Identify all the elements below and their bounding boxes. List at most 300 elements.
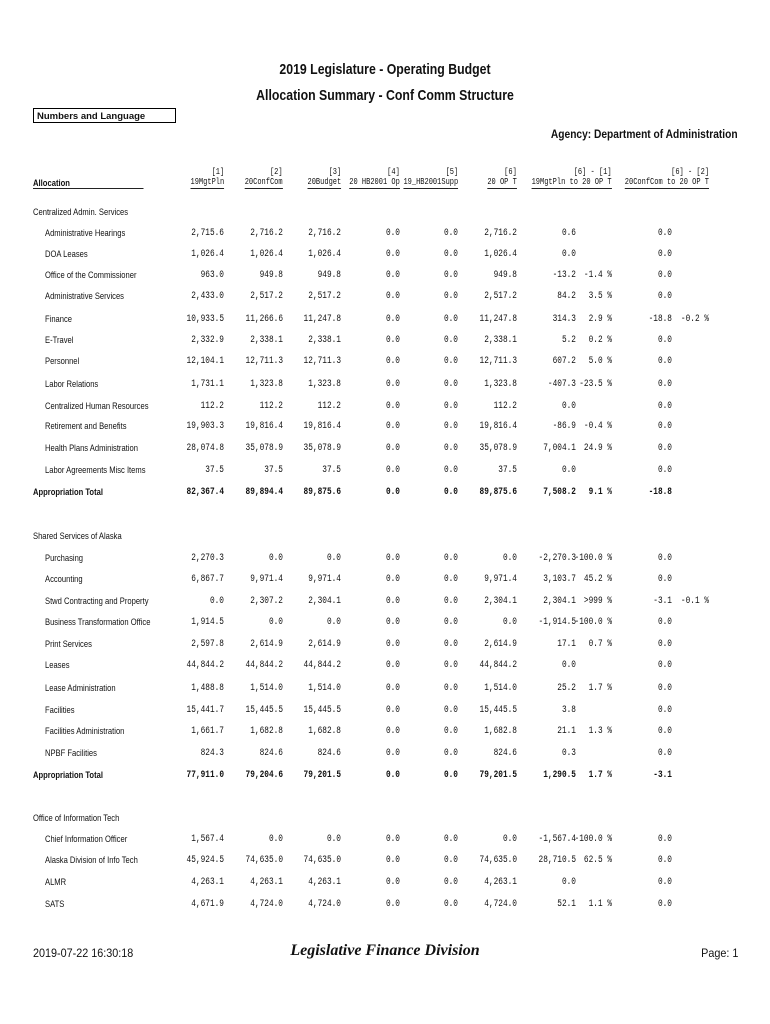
cell-value: 0.0 [443,421,458,432]
cell-value: -3.1 [653,596,672,607]
cell-value: 74,635.0 [303,855,341,866]
cell-value: 0.0 [443,270,458,281]
cell-value: 0.0 [443,291,458,302]
column-number: [2] [270,167,283,177]
cell-value: 0.0 [326,834,341,845]
row-label: Business Transformation Office [45,617,151,628]
row-label: Print Services [45,639,92,650]
cell-value: 0.0 [443,705,458,716]
cell-value: 2,270.3 [191,553,224,564]
allocation-column-header: Allocation [33,178,144,189]
row-label: NPBF Facilities [45,748,97,759]
cell-value: 62.5 % [583,855,612,866]
cell-value: 0.0 [443,379,458,390]
table-row [0,228,770,242]
cell-value: 0.0 [385,401,400,412]
cell-value: -1,914.5 [538,617,576,628]
cell-value: 0.0 [385,356,400,367]
table-row [0,617,770,631]
cell-value: 0.0 [443,639,458,650]
cell-value: 15,445.5 [245,705,283,716]
cell-value: 2,338.1 [484,335,517,346]
cell-value: 112.2 [317,401,341,412]
cell-value: -1.4 % [583,270,612,281]
cell-value: 1,323.8 [484,379,517,390]
numbers-language-box: Numbers and Language [33,108,176,123]
cell-value: 9,971.4 [484,574,517,585]
cell-value: 0.0 [502,553,517,564]
cell-value: 0.0 [657,705,672,716]
column-number: [6] [504,167,517,177]
cell-value: 1,682.8 [484,726,517,737]
cell-value: 77,911.0 [186,770,224,781]
cell-value: 6,867.7 [191,574,224,585]
table-row [0,553,770,567]
cell-value: 0.0 [443,770,458,781]
cell-value: 1,026.4 [484,249,517,260]
cell-value: 0.0 [268,553,283,564]
column-header [625,167,709,189]
cell-value: 2,304.1 [484,596,517,607]
row-label: Administrative Hearings [45,228,126,239]
cell-value: 19,816.4 [303,421,341,432]
cell-value: 0.0 [561,465,576,476]
cell-value: 0.0 [657,660,672,671]
column-number: [5] [445,167,458,177]
cell-value: 0.0 [385,249,400,260]
cell-value: 89,875.6 [303,487,341,498]
cell-value: 2,716.2 [250,228,283,239]
cell-value: 0.0 [385,705,400,716]
row-label: Chief Information Officer [45,834,128,845]
cell-value: 0.6 [561,228,576,239]
cell-value: 0.0 [326,553,341,564]
row-label: Finance [45,314,73,325]
column-number: [6] - [2] [671,167,709,177]
cell-value: 82,367.4 [186,487,224,498]
cell-value: 2,716.2 [308,228,341,239]
cell-value: 0.0 [268,617,283,628]
cell-value: 15,445.5 [479,705,517,716]
cell-value: 0.0 [657,421,672,432]
cell-value: 0.0 [657,401,672,412]
cell-value: -13.2 [552,270,576,281]
cell-value: 0.0 [385,596,400,607]
section-heading [0,531,770,545]
cell-value: 314.3 [552,314,576,325]
cell-value: 1,682.8 [250,726,283,737]
cell-value: 0.0 [657,748,672,759]
cell-value: 0.0 [657,249,672,260]
cell-value: 3,103.7 [543,574,576,585]
cell-value: 12,711.3 [303,356,341,367]
row-label: Office of Information Tech [33,813,120,824]
cell-value: 0.0 [385,660,400,671]
row-label: DOA Leases [45,249,88,260]
row-label: Shared Services of Alaska [33,531,122,542]
cell-value: 0.0 [443,553,458,564]
column-label: 20ConfCom to 20 OP T [624,177,709,187]
column-label: 20 HB2001 Op [349,177,400,187]
row-label: Administrative Services [45,291,124,302]
cell-value: 12,711.3 [479,356,517,367]
row-label: ALMR [45,877,67,888]
cell-value: 45,924.5 [186,855,224,866]
table-row [0,443,770,457]
cell-value: 112.2 [259,401,283,412]
cell-value: 28,710.5 [538,855,576,866]
cell-value: 0.0 [561,249,576,260]
cell-value: 0.0 [443,249,458,260]
cell-value: 0.0 [443,465,458,476]
cell-value: 11,247.8 [479,314,517,325]
cell-value: 24.9 % [583,443,612,454]
cell-value: 0.0 [443,660,458,671]
cell-value: 1,514.0 [250,683,283,694]
cell-value: 74,635.0 [479,855,517,866]
cell-value: 0.0 [443,401,458,412]
cell-value: 0.0 [443,855,458,866]
cell-value: 824.6 [317,748,341,759]
cell-value: 0.0 [385,834,400,845]
cell-value: 0.0 [385,314,400,325]
cell-value: 0.0 [657,335,672,346]
cell-value: 0.0 [385,270,400,281]
table-row [0,748,770,762]
cell-value: 0.0 [561,660,576,671]
cell-value: 112.2 [493,401,517,412]
cell-value: 0.0 [443,356,458,367]
cell-value: 0.0 [443,314,458,325]
cell-value: 9,971.4 [308,574,341,585]
cell-value: 0.0 [657,291,672,302]
cell-value: 1,323.8 [308,379,341,390]
table-row [0,270,770,284]
cell-value: 0.0 [657,683,672,694]
table-row [0,660,770,674]
cell-value: 0.0 [385,770,400,781]
cell-value: 4,724.0 [484,899,517,910]
cell-value: -18.8 [648,314,672,325]
cell-value: 2,338.1 [308,335,341,346]
cell-value: 0.0 [385,574,400,585]
cell-value: 1,026.4 [250,249,283,260]
cell-value: 79,201.5 [303,770,341,781]
cell-value: 44,844.2 [479,660,517,671]
column-label: 20 OP T [487,177,517,187]
cell-value: 949.8 [493,270,517,281]
footer-page-number: Page: 1 [700,946,738,960]
cell-value: 0.0 [385,748,400,759]
cell-value: 79,201.5 [479,770,517,781]
cell-value: 0.0 [385,553,400,564]
cell-value: 0.0 [657,553,672,564]
table-row [0,705,770,719]
cell-value: 0.0 [443,748,458,759]
table-row [0,639,770,653]
section-heading [0,813,770,827]
cell-value: 9,971.4 [250,574,283,585]
cell-value: -100.0 % [574,617,612,628]
cell-value: 4,263.1 [308,877,341,888]
table-row [0,726,770,740]
table-row [0,421,770,435]
cell-value: 0.0 [657,855,672,866]
cell-value: 44,844.2 [245,660,283,671]
cell-value: 44,844.2 [303,660,341,671]
cell-value: 0.0 [502,834,517,845]
cell-value: 1.7 % [588,683,612,694]
cell-value: 45.2 % [583,574,612,585]
cell-value: 824.3 [200,748,224,759]
cell-value: 4,263.1 [191,877,224,888]
cell-value: 824.6 [493,748,517,759]
cell-value: 0.0 [385,291,400,302]
cell-value: 15,445.5 [303,705,341,716]
cell-value: 0.0 [657,899,672,910]
column-header [190,167,224,189]
table-row [0,401,770,415]
cell-value: 11,247.8 [303,314,341,325]
cell-value: 52.1 [557,899,576,910]
cell-value: 5.0 % [588,356,612,367]
cell-value: -23.5 % [579,379,612,390]
cell-value: 0.0 [502,617,517,628]
cell-value: 0.0 [443,596,458,607]
cell-value: 0.0 [657,356,672,367]
cell-value: 2,597.8 [191,639,224,650]
column-label: 20Budget [307,177,341,187]
cell-value: 0.0 [657,834,672,845]
section-heading [0,207,770,221]
cell-value: 0.0 [385,487,400,498]
column-label: 19MgtPln [190,177,224,187]
row-label: Health Plans Administration [45,443,138,454]
row-label: Facilities Administration [45,726,125,737]
cell-value: 11,266.6 [245,314,283,325]
cell-value: 0.0 [209,596,224,607]
column-number: [3] [328,167,341,177]
cell-value: 0.7 % [588,639,612,650]
cell-value: 84.2 [557,291,576,302]
cell-value: 2,614.9 [484,639,517,650]
cell-value: 1,026.4 [308,249,341,260]
row-label: Office of the Commissioner [45,270,137,281]
cell-value: 1.7 % [588,770,612,781]
cell-value: 0.0 [385,228,400,239]
cell-value: 10,933.5 [186,314,224,325]
cell-value: -0.4 % [583,421,612,432]
cell-value: -100.0 % [574,834,612,845]
row-label: Labor Agreements Misc Items [45,465,146,476]
cell-value: 89,875.6 [479,487,517,498]
cell-value: 4,263.1 [484,877,517,888]
cell-value: -407.3 [547,379,576,390]
column-header [488,167,517,189]
cell-value: 112.2 [200,401,224,412]
cell-value: 0.0 [385,855,400,866]
cell-value: 0.0 [385,683,400,694]
cell-value: 0.0 [385,443,400,454]
row-label: Lease Administration [45,683,116,694]
cell-value: 0.0 [657,639,672,650]
cell-value: 0.0 [385,379,400,390]
row-label: E-Travel [45,335,74,346]
cell-value: 37.5 [205,465,224,476]
cell-value: 0.0 [385,877,400,888]
cell-value: 2,517.2 [308,291,341,302]
cell-value: 0.0 [657,726,672,737]
cell-value: 15,441.7 [186,705,224,716]
cell-value: 35,078.9 [245,443,283,454]
table-row [0,356,770,370]
cell-value: 37.5 [322,465,341,476]
cell-value: 35,078.9 [479,443,517,454]
column-label: 20ConfCom [245,177,283,187]
cell-value: -3.1 [653,770,672,781]
cell-value: 1.3 % [588,726,612,737]
cell-value: 2,304.1 [308,596,341,607]
cell-value: 0.0 [443,683,458,694]
cell-value: 0.0 [443,335,458,346]
cell-value: 79,204.6 [245,770,283,781]
table-row [0,335,770,349]
cell-value: 44,844.2 [186,660,224,671]
row-label: Appropriation Total [33,487,103,498]
cell-value: 37.5 [264,465,283,476]
cell-value: 89,894.4 [245,487,283,498]
column-number: [1] [211,167,224,177]
column-header [403,167,458,189]
table-row [0,574,770,588]
table-row [0,899,770,913]
row-label: Alaska Division of Info Tech [45,855,138,866]
row-label: Centralized Human Resources [45,401,149,412]
cell-value: 0.0 [385,465,400,476]
cell-value: 2,614.9 [308,639,341,650]
cell-value: -86.9 [552,421,576,432]
row-label: Leases [45,660,70,671]
cell-value: -0.1 % [680,596,709,607]
table-row [0,834,770,848]
cell-value: 0.0 [443,443,458,454]
cell-value: 0.0 [657,617,672,628]
cell-value: 0.0 [561,877,576,888]
report-title-line2: Allocation Summary - Conf Comm Structure [256,87,514,104]
cell-value: 1,661.7 [191,726,224,737]
cell-value: 0.0 [443,726,458,737]
cell-value: 12,104.1 [186,356,224,367]
cell-value: 0.0 [657,228,672,239]
cell-value: 1,323.8 [250,379,283,390]
column-header [532,167,612,189]
cell-value: 0.0 [657,379,672,390]
cell-value: 0.2 % [588,335,612,346]
row-label: SATS [45,899,65,910]
cell-value: 0.0 [443,899,458,910]
cell-value: 2,716.2 [484,228,517,239]
cell-value: 17.1 [557,639,576,650]
cell-value: 4,724.0 [250,899,283,910]
cell-value: 1,290.5 [543,770,576,781]
cell-value: 1,682.8 [308,726,341,737]
table-row [0,249,770,263]
cell-value: 19,816.4 [479,421,517,432]
cell-value: >999 % [583,596,612,607]
cell-value: 2,517.2 [484,291,517,302]
column-label: 19MgtPln to 20 OP T [531,177,612,187]
cell-value: 0.0 [657,443,672,454]
cell-value: -18.8 [648,487,672,498]
cell-value: 0.0 [385,639,400,650]
cell-value: 0.0 [657,877,672,888]
total-row [0,770,770,784]
row-label: Personnel [45,356,80,367]
cell-value: 19,903.3 [186,421,224,432]
row-label: Accounting [45,574,83,585]
cell-value: -1,567.4 [538,834,576,845]
footer-timestamp: 2019-07-22 16:30:18 [33,946,134,960]
cell-value: 2,304.1 [543,596,576,607]
cell-value: 2,715.6 [191,228,224,239]
cell-value: 5.2 [561,335,576,346]
cell-value: 0.0 [385,335,400,346]
cell-value: 0.0 [657,270,672,281]
table-row [0,291,770,305]
cell-value: 1,514.0 [308,683,341,694]
row-label: Centralized Admin. Services [33,207,129,218]
cell-value: -2,270.3 [538,553,576,564]
table-row [0,314,770,328]
cell-value: 0.0 [443,228,458,239]
cell-value: 4,724.0 [308,899,341,910]
table-row [0,596,770,610]
cell-value: 0.3 [561,748,576,759]
cell-value: 949.8 [317,270,341,281]
cell-value: 7,508.2 [543,487,576,498]
table-row [0,683,770,697]
cell-value: 1,514.0 [484,683,517,694]
cell-value: 0.0 [443,617,458,628]
cell-value: 963.0 [200,270,224,281]
cell-value: 2,338.1 [250,335,283,346]
cell-value: 1,914.5 [191,617,224,628]
cell-value: 0.0 [443,834,458,845]
row-label: Facilities [45,705,75,716]
column-header [349,167,400,189]
cell-value: 0.0 [385,617,400,628]
cell-value: 0.0 [385,421,400,432]
column-label: 19_HB2001Supp [403,177,458,187]
cell-value: 21.1 [557,726,576,737]
row-label: Stwd Contracting and Property [45,596,149,607]
cell-value: 2,307.2 [250,596,283,607]
cell-value: 19,816.4 [245,421,283,432]
cell-value: 2,517.2 [250,291,283,302]
cell-value: 2,433.0 [191,291,224,302]
cell-value: 2,332.9 [191,335,224,346]
cell-value: 949.8 [259,270,283,281]
cell-value: 2.9 % [588,314,612,325]
cell-value: 4,671.9 [191,899,224,910]
cell-value: 37.5 [498,465,517,476]
cell-value: 74,635.0 [245,855,283,866]
cell-value: 1,731.1 [191,379,224,390]
cell-value: 1,488.8 [191,683,224,694]
table-row [0,855,770,869]
cell-value: 2,614.9 [250,639,283,650]
cell-value: 0.0 [443,877,458,888]
